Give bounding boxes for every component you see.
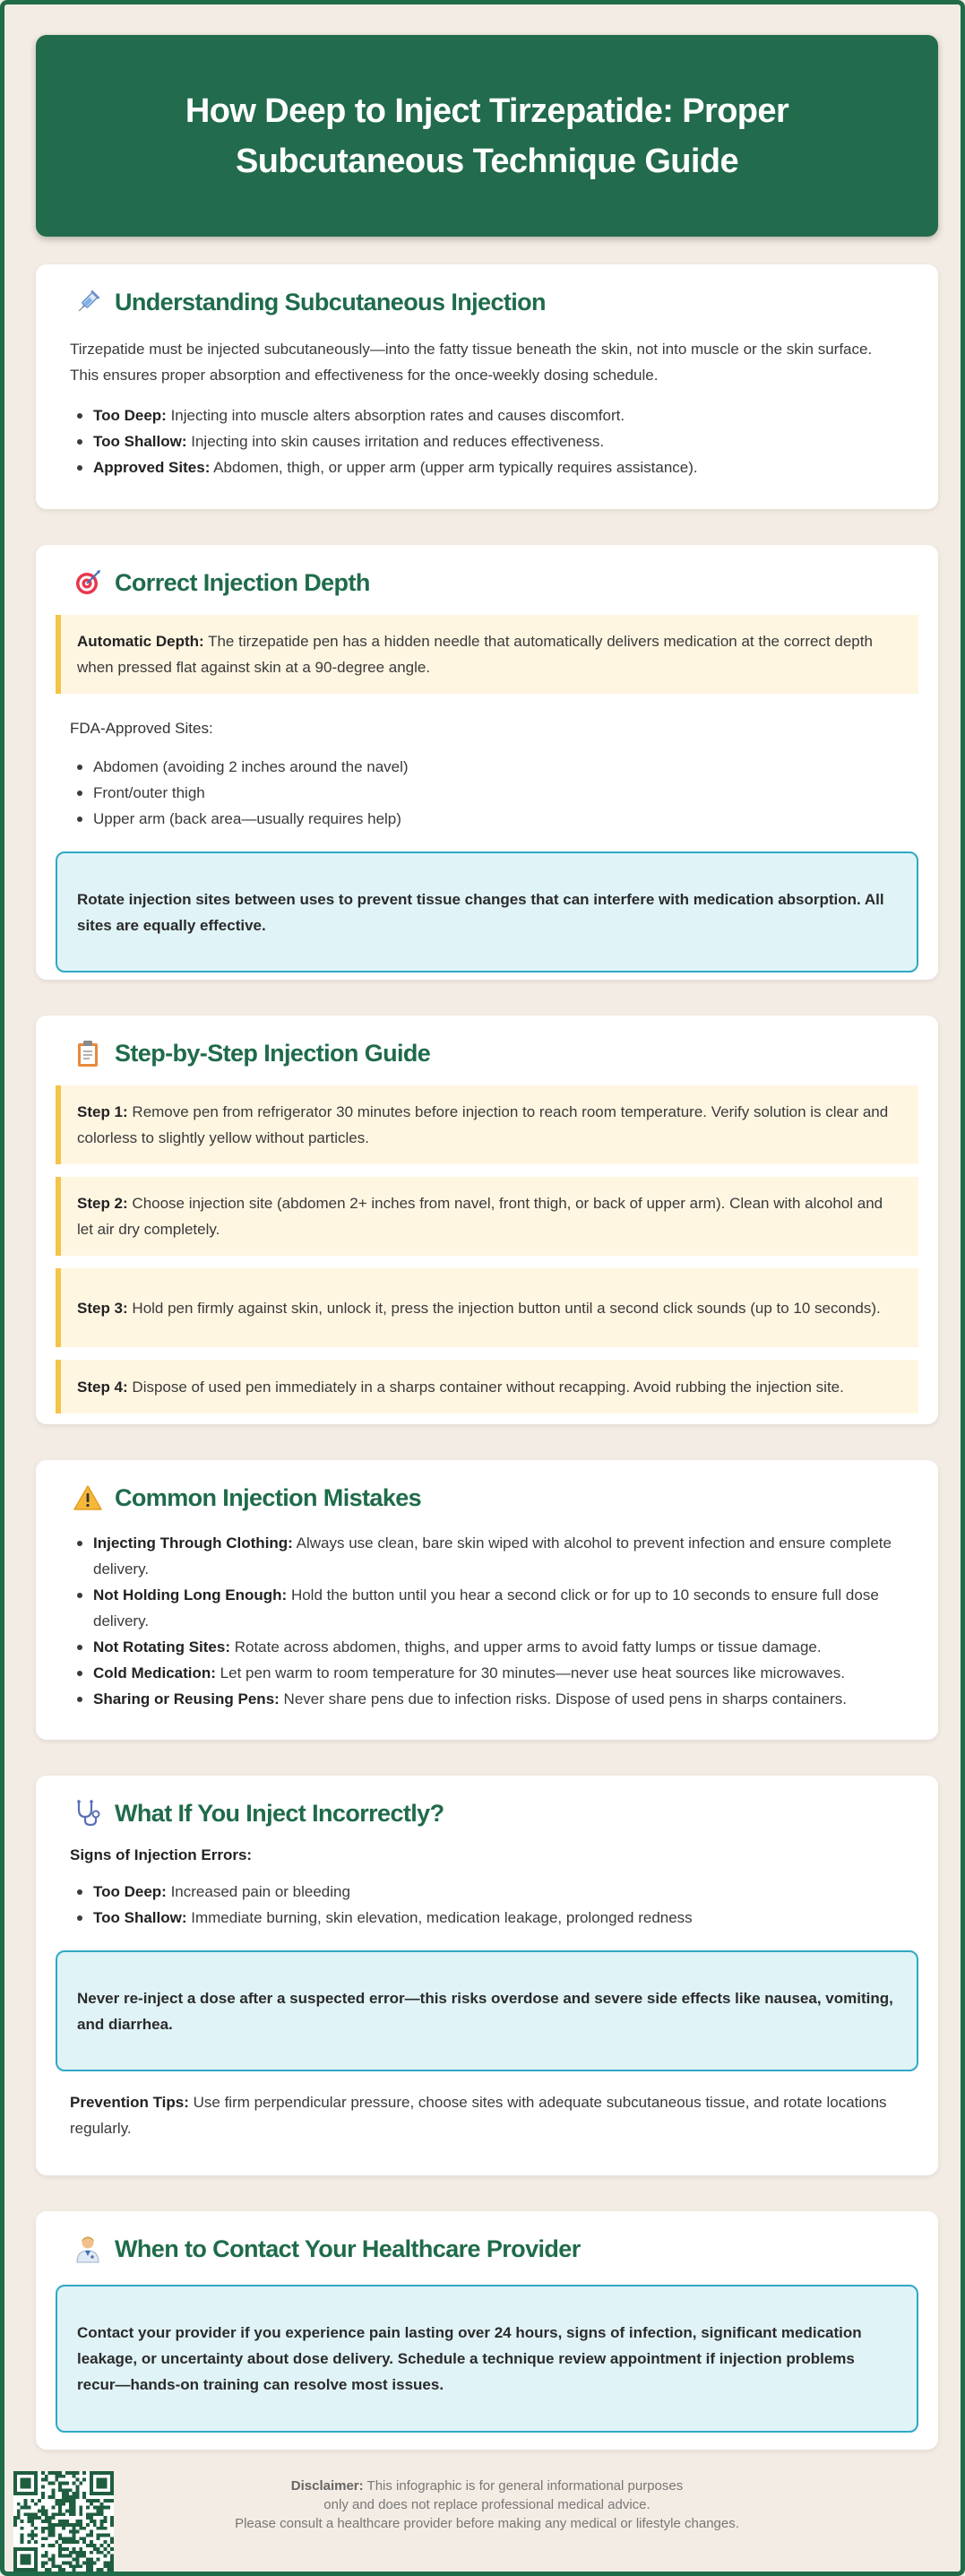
note-body: The tirzepatide pen has a hidden needle that automatically delivers medication at the correct depth when pressed flat against skin at a 90-degree angle. xyxy=(77,633,873,676)
callout-text: Never re-inject a dose after a suspected error—this risks overdose and severe side effects like nausea, vomiting, and diarrhea. xyxy=(77,1989,893,2033)
page-header xyxy=(36,35,938,237)
qr-code-icon xyxy=(13,2471,114,2572)
item-text: Increased pain or bleeding xyxy=(166,1883,350,1900)
section-contact xyxy=(36,2211,938,2450)
disclaimer-label: Disclaimer: xyxy=(290,2478,364,2494)
disclaimer xyxy=(184,2477,790,2533)
list-item xyxy=(93,454,918,480)
section-depth xyxy=(36,545,938,980)
step-body: Hold pen firmly against skin, unlock it, press the injection button until a second click sounds (up to 10 seconds). xyxy=(127,1299,881,1317)
item-text: Injecting into skin causes irritation and reduces effectiveness. xyxy=(186,433,605,450)
prevention-tips xyxy=(56,2089,918,2141)
sites-label: FDA-Approved Sites: xyxy=(70,720,213,737)
sites-list xyxy=(56,754,918,832)
item-label: Cold Medication: xyxy=(93,1664,216,1681)
item-text: Abdomen, thigh, or upper arm (upper arm typically requires assistance). xyxy=(210,459,698,476)
list-item: Abdomen (avoiding 2 inches around the navel) xyxy=(93,754,918,780)
section-title: Understanding Subcutaneous Injection xyxy=(115,288,546,316)
note-text xyxy=(77,628,902,680)
section-title: What If You Inject Incorrectly? xyxy=(115,1799,444,1827)
sites-heading xyxy=(56,715,918,741)
list-item: Upper arm (back area—usually requires help) xyxy=(93,806,918,832)
auto-depth-note xyxy=(56,615,918,694)
callout-text: Rotate injection sites between uses to prevent tissue changes that can interfere with medication absorption. All sites are equally effective. xyxy=(77,890,884,934)
step-label: Step 2: xyxy=(77,1195,128,1212)
disclaimer-line-3: Please consult a healthcare provider before making any medical or lifestyle changes. xyxy=(235,2516,739,2531)
item-label: Too Shallow: xyxy=(93,1909,187,1926)
item-text: Hold the button until you hear a second click or for up to 10 seconds to ensure full dose delivery. xyxy=(93,1586,879,1629)
item-label: Too Deep: xyxy=(93,1883,167,1900)
disclaimer-line-2: only and does not replace professional medical advice. xyxy=(323,2497,651,2512)
step-text xyxy=(77,1374,844,1400)
step-body: Remove pen from refrigerator 30 minutes before injection to reach room temperature. Verify solution is clear and colorless to slightly yellow without particles. xyxy=(77,1103,889,1146)
step-text xyxy=(77,1295,881,1321)
note-label: Automatic Depth: xyxy=(77,633,204,650)
step-text xyxy=(77,1190,902,1242)
signs-label: Signs of Injection Errors: xyxy=(70,1846,253,1863)
section-header xyxy=(56,1797,918,1829)
step-label: Step 4: xyxy=(77,1378,128,1396)
list-item xyxy=(93,402,918,428)
step-body: Choose injection site (abdomen 2+ inches from navel, front thigh, or back of upper arm). Clean with alcohol and let air dry completely. xyxy=(77,1195,883,1238)
step-label: Step 3: xyxy=(77,1299,128,1317)
mistakes-list xyxy=(56,1530,918,1712)
signs-list xyxy=(56,1879,918,1931)
list-item xyxy=(93,1634,900,1660)
step-body: Dispose of used pen immediately in a sharps container without recapping. Avoid rubbing the injection site. xyxy=(127,1378,844,1396)
item-label: Sharing or Reusing Pens: xyxy=(93,1690,280,1707)
rotate-callout xyxy=(56,851,918,972)
prevention-text: Use firm perpendicular pressure, choose sites with adequate subcutaneous tissue, and rotate locations regularly. xyxy=(70,2094,887,2137)
section-mistakes xyxy=(36,1460,938,1740)
section-header xyxy=(56,1037,918,1069)
list-item xyxy=(93,1905,918,1931)
doctor-icon xyxy=(72,2233,104,2265)
list-item xyxy=(93,1686,900,1712)
section-steps xyxy=(36,1016,938,1424)
callout-text: Contact your provider if you experience pain lasting over 24 hours, signs of infection, significant medication leakage, or uncertainty about dose delivery. Schedule a technique review appointment if injection problems recur—hands-on training can resolve most issues. xyxy=(77,2324,862,2393)
disclaimer-line-1 xyxy=(184,2477,790,2495)
item-label: Too Deep: xyxy=(93,407,167,424)
item-text: Always use clean, bare skin wiped with alcohol to prevent infection and ensure complete delivery. xyxy=(93,1534,892,1578)
list-item xyxy=(93,1530,900,1582)
step-label: Step 1: xyxy=(77,1103,128,1120)
page-title: How Deep to Inject Tirzepatide: Proper Subcutaneous Technique Guide xyxy=(185,91,789,180)
step-text xyxy=(77,1099,902,1151)
step-1 xyxy=(56,1085,918,1164)
item-label: Injecting Through Clothing: xyxy=(93,1534,293,1552)
item-text: Never share pens due to infection risks. Dispose of used pens in sharps containers. xyxy=(279,1690,847,1707)
understanding-list xyxy=(56,402,918,480)
list-item xyxy=(93,428,918,454)
item-text: Injecting into muscle alters absorption rates and causes discomfort. xyxy=(166,407,625,424)
section-incorrect xyxy=(36,1776,938,2175)
clipboard-icon xyxy=(72,1037,104,1069)
stethoscope-icon xyxy=(72,1797,104,1829)
section-title: Common Injection Mistakes xyxy=(115,1483,422,1511)
step-3 xyxy=(56,1268,918,1347)
list-item: Front/outer thigh xyxy=(93,780,918,806)
section-title: When to Contact Your Healthcare Provider xyxy=(115,2235,581,2262)
warning-icon xyxy=(72,1482,104,1514)
reinject-callout xyxy=(56,1950,918,2071)
section-title: Step-by-Step Injection Guide xyxy=(115,1039,431,1067)
section-header xyxy=(56,1482,918,1514)
disclaimer-text: This infographic is for general informational purposes xyxy=(363,2478,684,2494)
item-label: Too Shallow: xyxy=(93,433,187,450)
item-label: Approved Sites: xyxy=(93,459,211,476)
step-4 xyxy=(56,1360,918,1413)
prevention-label: Prevention Tips: xyxy=(70,2094,189,2111)
section-title: Correct Injection Depth xyxy=(115,568,370,596)
section-header xyxy=(56,286,918,318)
section-understanding xyxy=(36,264,938,509)
section-header xyxy=(56,566,918,599)
list-item xyxy=(93,1582,900,1634)
section-header xyxy=(56,2233,918,2265)
step-2 xyxy=(56,1177,918,1256)
item-text: Immediate burning, skin elevation, medication leakage, prolonged redness xyxy=(186,1909,693,1926)
contact-callout xyxy=(56,2285,918,2433)
section-intro: Tirzepatide must be injected subcutaneously—into the fatty tissue beneath the skin, not into muscle or the skin surface. This ensures proper absorption and effectiveness for the once-weekly dosing schedule. xyxy=(70,341,873,384)
target-icon xyxy=(72,566,104,599)
item-label: Not Holding Long Enough: xyxy=(93,1586,288,1604)
signs-heading xyxy=(56,1842,918,1868)
item-text: Let pen warm to room temperature for 30 minutes—never use heat sources like microwaves. xyxy=(215,1664,845,1681)
list-item xyxy=(93,1660,900,1686)
syringe-icon xyxy=(72,286,104,318)
list-item xyxy=(93,1879,918,1905)
item-label: Not Rotating Sites: xyxy=(93,1638,230,1655)
item-text: Rotate across abdomen, thighs, and upper arms to avoid fatty lumps or tissue damage. xyxy=(230,1638,822,1655)
